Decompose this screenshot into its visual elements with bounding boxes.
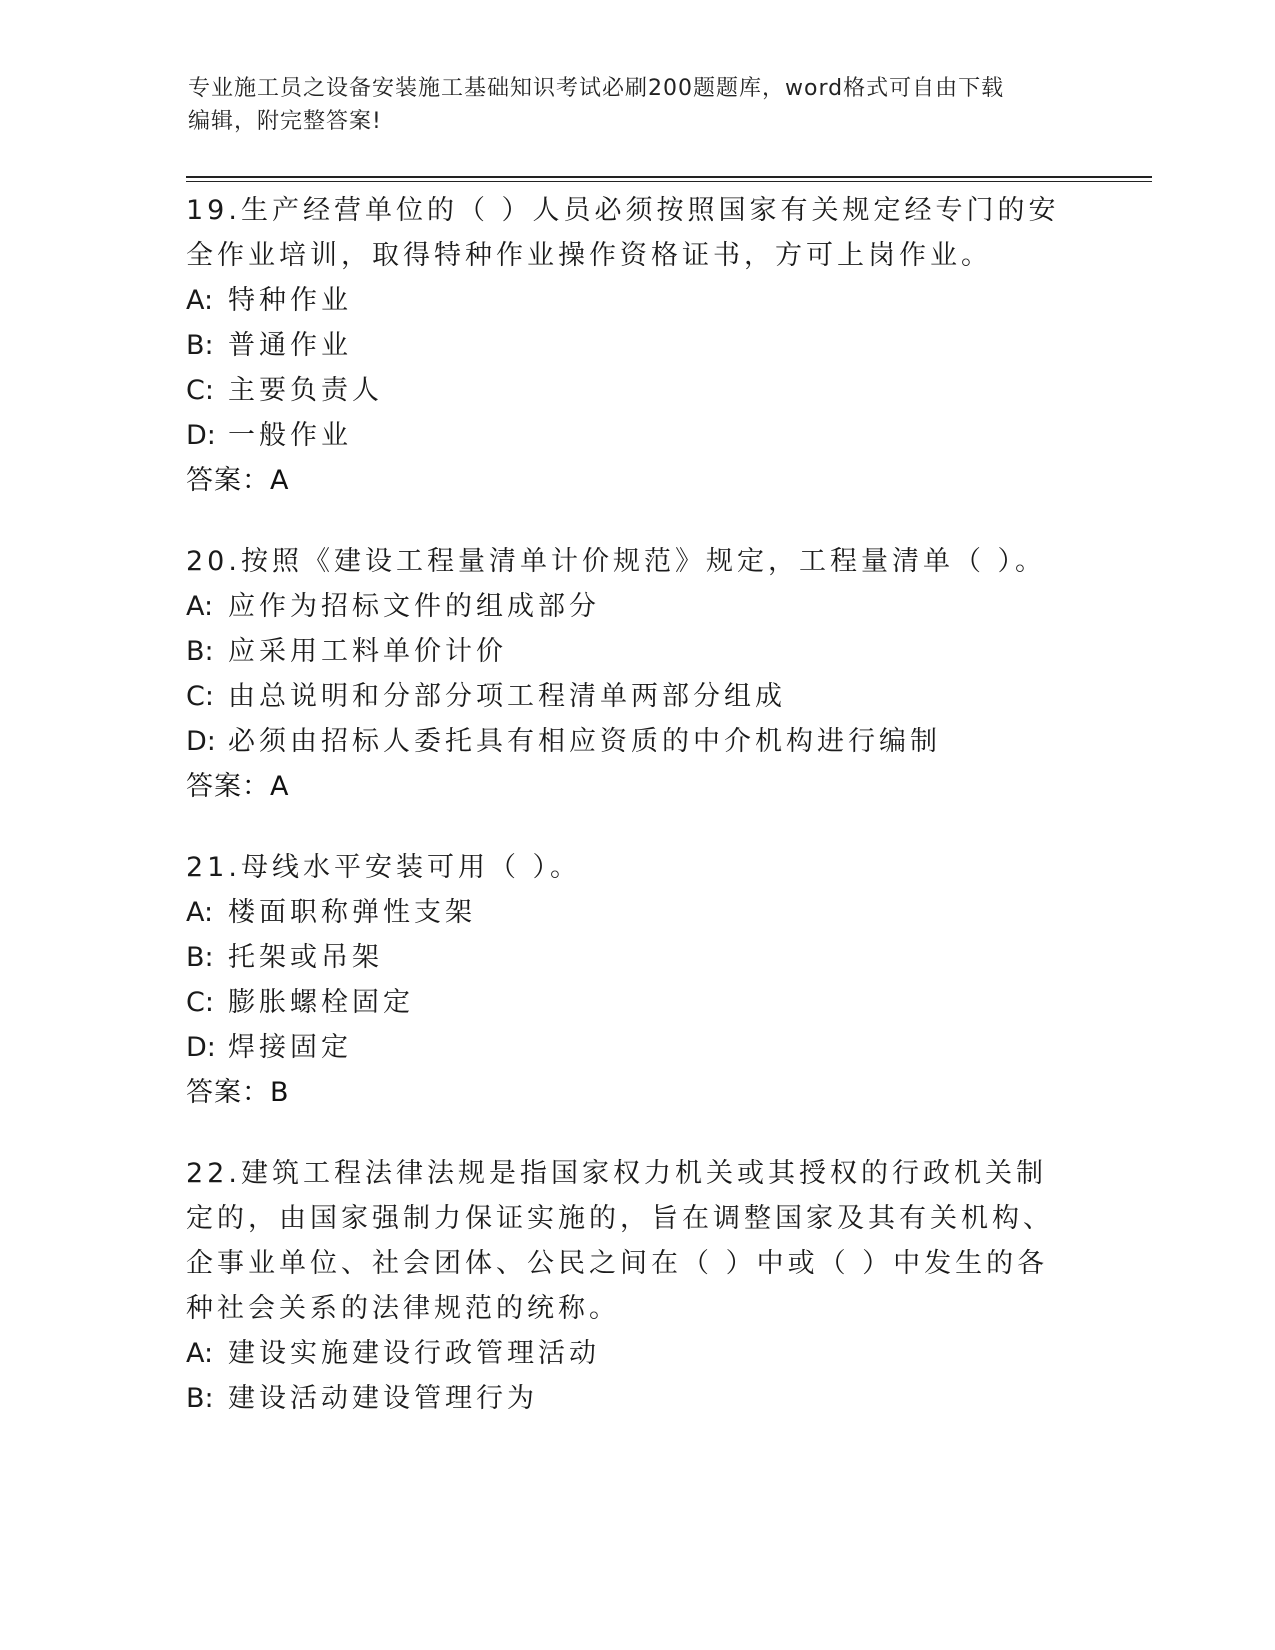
option-letter: C: xyxy=(186,987,214,1018)
option-text: 应采用工料单价计价 xyxy=(228,636,507,667)
option-text: 焊接固定 xyxy=(228,1032,352,1063)
option-c xyxy=(186,674,1066,719)
option-c xyxy=(186,980,1066,1025)
option-letter: A: xyxy=(186,1338,214,1369)
answer-line: 答案：A xyxy=(186,465,290,496)
option-text: 托架或吊架 xyxy=(228,942,383,973)
answer-line: 答案：A xyxy=(186,771,290,802)
option-text: 建设实施建设行政管理活动 xyxy=(228,1338,600,1369)
option-b xyxy=(186,323,1066,368)
option-letter: A: xyxy=(186,285,214,316)
option-b xyxy=(186,935,1066,980)
option-a xyxy=(186,584,1066,629)
option-b xyxy=(186,1376,1066,1421)
question-19 xyxy=(186,188,1066,503)
option-text: 主要负责人 xyxy=(228,375,383,406)
option-letter: B: xyxy=(186,330,214,361)
option-text: 建设活动建设管理行为 xyxy=(228,1383,538,1414)
option-text: 普通作业 xyxy=(228,330,352,361)
option-d xyxy=(186,413,1066,458)
option-letter: A: xyxy=(186,591,214,622)
option-letter: D: xyxy=(186,1032,216,1063)
question-22 xyxy=(186,1151,1066,1421)
option-letter: A: xyxy=(186,897,214,928)
option-a xyxy=(186,890,1066,935)
option-text: 由总说明和分部分项工程清单两部分组成 xyxy=(228,681,786,712)
option-b xyxy=(186,629,1066,674)
question-21 xyxy=(186,845,1066,1115)
question-stem: 20.按照《建设工程量清单计价规范》规定，工程量清单（ ）。 xyxy=(186,546,1047,577)
header-title-line-2: 编辑，附完整答案! xyxy=(188,109,382,134)
option-text: 必须由招标人委托具有相应资质的中介机构进行编制 xyxy=(228,726,941,757)
question-stem: 22.建筑工程法律法规是指国家权力机关或其授权的行政机关制定的，由国家强制力保证实施的，旨在调整国家及其有关机构、企事业单位、社会团体、公民之间在（ ）中或（ ）中发生的各种社会关系的法律规范的统称。 xyxy=(186,1158,1054,1324)
question-20 xyxy=(186,539,1066,809)
option-text: 一般作业 xyxy=(228,420,352,451)
question-stem: 21.母线水平安装可用（ ）。 xyxy=(186,852,582,883)
option-c xyxy=(186,368,1066,413)
option-text: 楼面职称弹性支架 xyxy=(228,897,476,928)
option-letter: B: xyxy=(186,1383,214,1414)
header-title-line-1: 专业施工员之设备安装施工基础知识考试必刷200题题库，word格式可自由下载 xyxy=(188,76,1005,101)
header-divider-thick xyxy=(186,176,1152,178)
option-letter: B: xyxy=(186,636,214,667)
answer-line: 答案：B xyxy=(186,1077,290,1108)
option-letter: C: xyxy=(186,375,214,406)
header-divider-thin xyxy=(186,181,1152,182)
option-d xyxy=(186,719,1066,764)
option-letter: B: xyxy=(186,942,214,973)
option-a xyxy=(186,1331,1066,1376)
option-text: 膨胀螺栓固定 xyxy=(228,987,414,1018)
option-d xyxy=(186,1025,1066,1070)
question-list xyxy=(186,188,1066,1457)
option-text: 特种作业 xyxy=(228,285,352,316)
question-stem: 19.生产经营单位的（ ）人员必须按照国家有关规定经专门的安全作业培训，取得特种作业操作资格证书，方可上岗作业。 xyxy=(186,195,1060,271)
option-text: 应作为招标文件的组成部分 xyxy=(228,591,600,622)
document-header xyxy=(188,72,1088,138)
option-letter: D: xyxy=(186,420,216,451)
option-letter: C: xyxy=(186,681,214,712)
option-letter: D: xyxy=(186,726,216,757)
option-a xyxy=(186,278,1066,323)
